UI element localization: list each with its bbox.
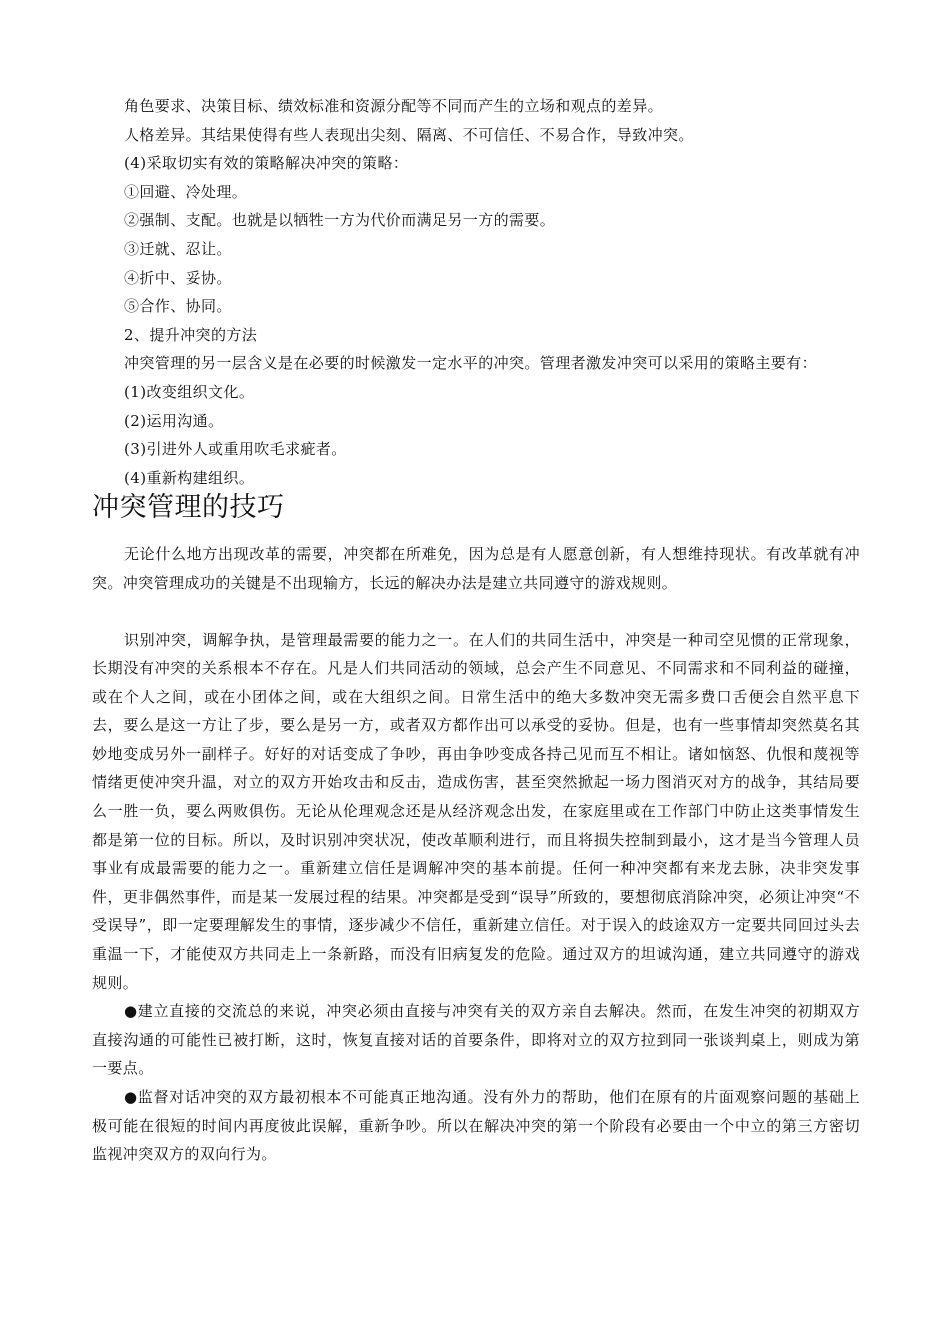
list-item: ④折中、妥协。 xyxy=(124,268,232,287)
paragraph: 无论什么地方出现改革的需要，冲突都在所难免，因为总是有人愿意创新，有人想维持现状。有改革就有冲突。冲突管理成功的关键是不出现输方，长远的解决办法是建立共同遵守的游戏规则。 xyxy=(92,545,860,592)
subsection-title: 2、提升冲突的方法 xyxy=(124,325,258,344)
strategy-item: (2)运用沟通。 xyxy=(124,411,224,430)
strategy-item: (3)引进外人或重用吹毛求疵者。 xyxy=(124,440,347,459)
intro-paragraph: 冲突管理的另一层含义是在必要的时候激发一定水平的冲突。管理者激发冲突可以采用的策略主要有： xyxy=(124,354,818,373)
strategy-item: (4)重新构建组织。 xyxy=(124,468,255,487)
list-item: ②强制、支配。也就是以牺牲一方为代价而满足另一方的需要。 xyxy=(124,211,556,230)
list-item: ③迁就、忍让。 xyxy=(124,239,232,258)
list-item: ⑤合作、协同。 xyxy=(124,297,232,316)
text-line: 角色要求、决策目标、绩效标准和资源分配等不同而产生的立场和观点的差异。 xyxy=(124,97,664,115)
text-line: (4)采取切实有效的策略解决冲突的策略： xyxy=(124,154,409,173)
bullet-paragraph: ●建立直接的交流总的来说，冲突必须由直接与冲突有关的双方亲自去解决。然而，在发生冲突的初期双方直接沟通的可能性已被打断，这时，恢复直接对话的首要条件，即将对立的双方拉到同一张谈判桌上，则成为第一要点。 xyxy=(92,1002,860,1078)
document-page xyxy=(92,92,860,1169)
text-line: 人格差异。其结果使得有些人表现出尖刻、隔离、不可信任、不易合作，导致冲突。 xyxy=(124,125,694,144)
bullet-paragraph: ●监督对话冲突的双方最初根本不可能真正地沟通。没有外力的帮助，他们在原有的片面观察问题的基础上极可能在很短的时间内再度彼此误解，重新争吵。所以在解决冲突的第一个阶段有必要由一个中立的第三方密切监视冲突双方的双向行为。 xyxy=(92,1088,860,1164)
section-heading: 冲突管理的技巧 xyxy=(92,492,285,524)
list-item: ①回避、冷处理。 xyxy=(124,182,248,201)
paragraph-spacer xyxy=(92,598,860,626)
strategy-item: (1)改变组织文化。 xyxy=(124,382,255,401)
paragraph: 识别冲突，调解争执，是管理最需要的能力之一。在人们的共同生活中，冲突是一种司空见惯的正常现象，长期没有冲突的关系根本不存在。凡是人们共同活动的领域，总会产生不同意见、不同需求和不同利益的碰撞，或在个人之间，或在小团体之间，或在大组织之间。日常生活中的绝大多数冲突无需多费口舌便会自然平息下去，要么是这一方让了步，要么是另一方，或者双方都作出可以承受的妥协。但是，也有一些事情却突然莫名其妙地变成另外一副样子。好好的对话变成了争吵，再由争吵变成各持己见而互不相让。诸如恼怒、仇恨和蔑视等情绪更使冲突升温，对立的双方开始攻击和反击，造成伤害，甚至突然掀起一场力图消灭对方的战争，其结局要么一胜一负，要么两败俱伤。无论从伦理观念还是从经济观念出发，在家庭里或在工作部门中防止这类事情发生都是第一位的目标。所以，及时识别冲突状况，使改革顺利进行，而且将损失控制到最小，这才是当今管理人员事业有成最需要的能力之一。重新建立信任是调解冲突的基本前提。任何一种冲突都有来龙去脉，决非突发事件，更非偶然事件，而是某一发展过程的结果。冲突都是受到“误导”所致的，要想彻底消除冲突，必须让冲突“不受误导”，即一定要理解发生的事情，逐步减少不信任，重新建立信任。对于误入的歧途双方一定要共同回过头去重温一下，才能使双方共同走上一条新路，而没有旧病复发的危险。通过双方的坦诚沟通，建立共同遵守的游戏规则。 xyxy=(92,630,860,992)
